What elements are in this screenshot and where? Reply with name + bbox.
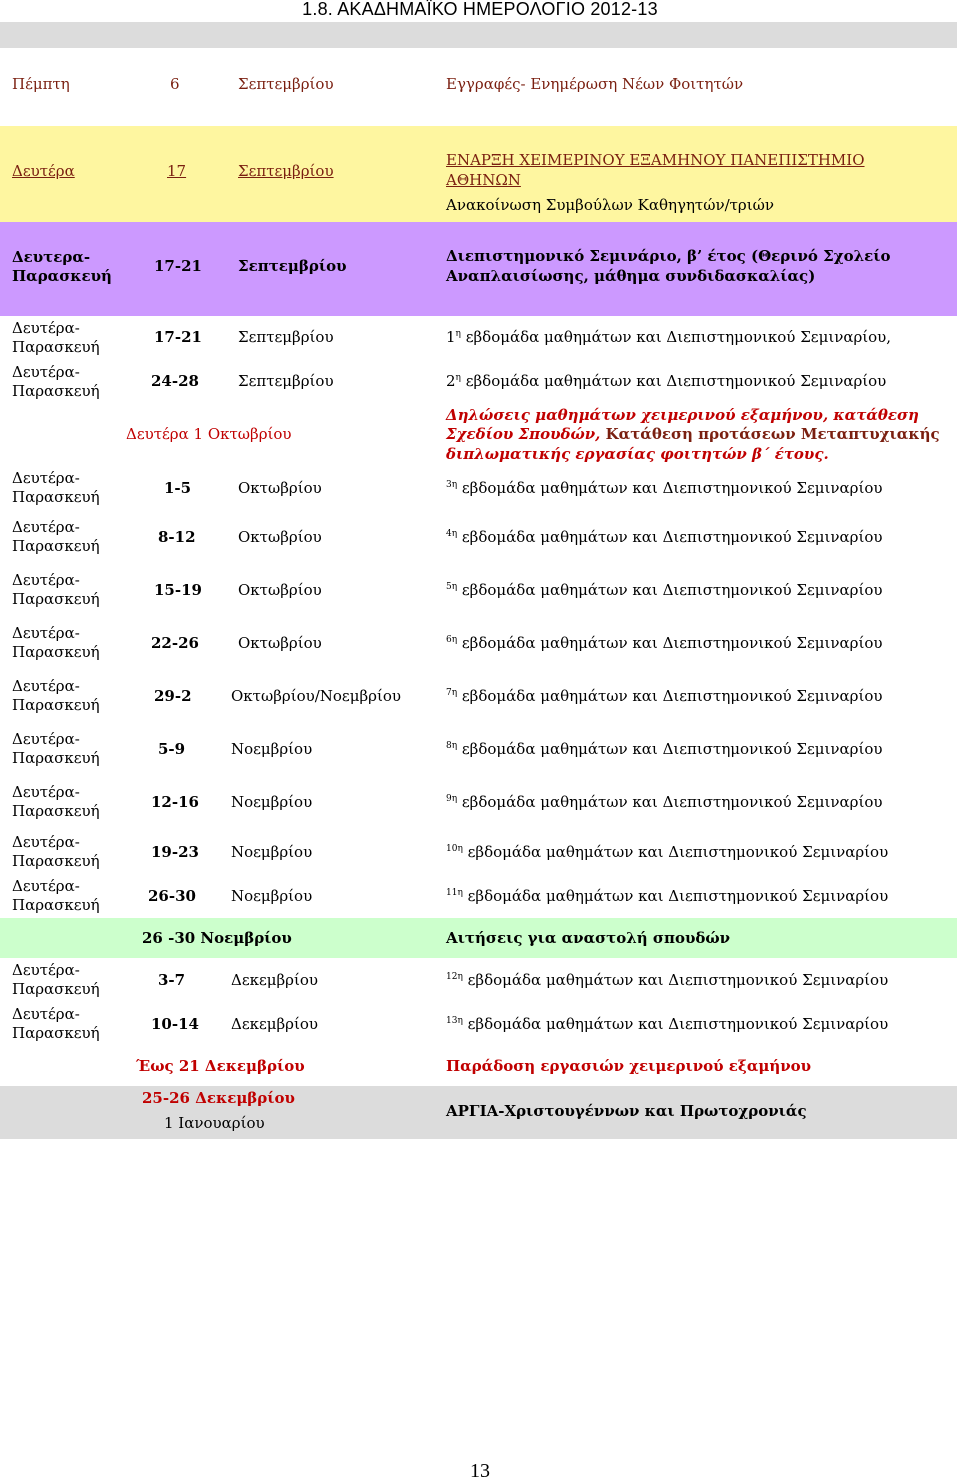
- study-plan-link: Σχεδίου Σπουδών,: [446, 425, 601, 443]
- row-day-line1: Δευτέρα-: [12, 677, 80, 695]
- week-ordinal: 4: [446, 529, 452, 539]
- week-ordinal: 11: [446, 888, 458, 898]
- row-month: Δεκεμβρίου: [231, 1015, 319, 1033]
- week-ordinal: 5: [446, 582, 452, 592]
- row-description: [446, 739, 883, 759]
- row-description: [446, 527, 883, 547]
- ordinal-suffix: η: [457, 1016, 463, 1026]
- week-text: εβδομάδα μαθημάτων και Διεπιστημονικού Σεμιναρίου: [460, 372, 887, 390]
- week-text: εβδομάδα μαθημάτων και Διεπιστημονικού Σεμιναρίου: [457, 528, 883, 546]
- row-day-line1: Δευτέρα-: [12, 833, 80, 851]
- row-day: Πέμπτη: [12, 75, 70, 93]
- row-day-line2: Παρασκευή: [12, 338, 100, 356]
- row-month: Σεπτεμβρίου: [238, 162, 334, 180]
- row-day-line2: Παρασκευή: [12, 643, 100, 661]
- row-day-line2: Παρασκευή: [12, 896, 100, 914]
- week-text: εβδομάδα μαθημάτων και Διεπιστημονικού Σεμιναρίου: [457, 479, 883, 497]
- row-day-line1: Δευτέρα-: [12, 1005, 80, 1023]
- week-ordinal: 12: [446, 972, 458, 982]
- row-description: [446, 580, 883, 600]
- row-day-line2: Παρασκευή: [12, 537, 100, 555]
- row-month: Σεπτεμβρίου: [238, 372, 334, 390]
- row-date-line1: 25-26 Δεκεμβρίου: [142, 1089, 295, 1107]
- row-month: Σεπτεμβρίου: [238, 75, 334, 93]
- row-day-line1: Δευτέρα-: [12, 783, 80, 801]
- row-description: [446, 970, 888, 990]
- row-day-line1: Δευτέρα-: [12, 363, 80, 381]
- row-day-line2: Παρασκευή: [12, 382, 100, 400]
- week-ordinal: 10: [446, 844, 458, 854]
- ordinal-suffix: η: [451, 480, 458, 490]
- row-date: 26 -30 Νοεμβρίου: [142, 929, 292, 947]
- row-description-line3: Ανακοίνωση Συμβούλων Καθηγητών/τριών: [446, 196, 774, 214]
- ordinal-suffix: η: [451, 529, 458, 539]
- row-day-line1: Δευτέρα-: [12, 877, 80, 895]
- ordinal-suffix: η: [451, 741, 458, 751]
- week-text: εβδομάδα μαθημάτων και Διεπιστημονικού Σεμιναρίου: [462, 887, 889, 905]
- row-description: [446, 633, 883, 653]
- row-month: Νοεμβρίου: [231, 793, 313, 811]
- week-text: εβδομάδα μαθημάτων και Διεπιστημονικού Σεμιναρίου: [457, 634, 883, 652]
- row-date: 24-28: [151, 372, 199, 390]
- row-day: Δευτέρα: [12, 162, 75, 180]
- row-day-line2: Παρασκευή: [12, 852, 100, 870]
- week-text: εβδομάδα μαθημάτων και Διεπιστημονικού Σεμιναρίου: [462, 1015, 889, 1033]
- row-month: Νοεμβρίου: [231, 843, 313, 861]
- row-date: 22-26: [151, 634, 199, 652]
- week-ordinal: 9: [446, 794, 452, 804]
- row-day-line1: Δευτέρα-: [12, 469, 80, 487]
- week-ordinal: 6: [446, 635, 452, 645]
- week-text: εβδομάδα μαθημάτων και Διεπιστημονικού Σεμιναρίου: [457, 793, 883, 811]
- row-month: Οκτωβρίου: [238, 479, 322, 497]
- week-text: εβδομάδα μαθημάτων και Διεπιστημονικού Σεμιναρίου: [462, 971, 889, 989]
- row-description: [446, 1014, 888, 1034]
- row-day-line2: Παρασκευή: [12, 590, 100, 608]
- row-month: Οκτωβρίου: [238, 528, 322, 546]
- row-day-line2: Παρασκευή: [12, 749, 100, 767]
- row-month: Νοεμβρίου: [231, 740, 313, 758]
- page-number: 13: [470, 1460, 490, 1482]
- week-text: εβδομάδα μαθημάτων και Διεπιστημονικού Σεμιναρίου: [457, 581, 883, 599]
- week-ordinal: 1: [446, 328, 456, 346]
- week-text: εβδομάδα μαθημάτων και Διεπιστημονικού Σεμιναρίου,: [460, 328, 892, 346]
- row-description: [446, 842, 888, 862]
- row-date: 29-2: [154, 687, 192, 705]
- row-description: [446, 792, 883, 812]
- row-description: [446, 327, 891, 347]
- row-date: 3-7: [158, 971, 186, 989]
- row-date: 6: [170, 75, 180, 93]
- ordinal-suffix: η: [455, 373, 461, 383]
- row-description-line1: ΕΝΑΡΞΗ ΧΕΙΜΕΡΙΝΟΥ ΕΞΑΜΗΝΟΥ ΠΑΝΕΠΙΣΤΗΜΙΟ: [446, 151, 865, 169]
- row-day-line1: Δευτέρα-: [12, 624, 80, 642]
- ordinal-suffix: η: [455, 329, 461, 339]
- row-day-line1: Δευτέρα-: [12, 319, 80, 337]
- row-day-line2: Παρασκευή: [12, 488, 100, 506]
- row-date: 5-9: [158, 740, 186, 758]
- ordinal-suffix: η: [451, 582, 458, 592]
- row-date: 17-21: [154, 328, 202, 346]
- row-description: Εγγραφές- Ενημέρωση Νέων Φοιτητών: [446, 75, 744, 93]
- row-date: 17: [167, 162, 187, 180]
- row-description: [446, 886, 888, 906]
- row-description: Παράδοση εργασιών χειμερινού εξαμήνου: [446, 1057, 812, 1075]
- row-day-line1: Δευτέρα-: [12, 571, 80, 589]
- row-day-line2: Παρασκευή: [12, 696, 100, 714]
- row-description-line2: [446, 424, 940, 444]
- row-description-line2: Αναπλαισίωσης, μάθημα συνδιδασκαλίας): [446, 267, 816, 285]
- row-day-line1: Δευτέρα-: [12, 518, 80, 536]
- row-date: 10-14: [151, 1015, 199, 1033]
- row-description-line1: Διεπιστημονικό Σεμινάριο, β’ έτος (Θερινό Σχολείο: [446, 247, 891, 265]
- week-ordinal: 8: [446, 741, 452, 751]
- row-month: Σεπτεμβρίου: [238, 328, 334, 346]
- row-description-line2: ΑΘΗΝΩΝ: [446, 171, 521, 189]
- row-month: Οκτωβρίου: [238, 581, 322, 599]
- row-day-line2: Παρασκευή: [12, 980, 100, 998]
- row-description: [446, 478, 883, 498]
- grey-band: [0, 22, 957, 48]
- row-date: 15-19: [154, 581, 202, 599]
- week-text: εβδομάδα μαθημάτων και Διεπιστημονικού Σεμιναρίου: [462, 843, 889, 861]
- row-date: 8-12: [158, 528, 196, 546]
- row-description: [446, 371, 886, 391]
- ordinal-suffix: η: [457, 844, 463, 854]
- row-day-line1: Δευτερα-: [12, 248, 91, 266]
- row-description-line1: Δηλώσεις μαθημάτων χειμερινού εξαμήνου, κατάθεση: [446, 406, 919, 424]
- row-date: 19-23: [151, 843, 199, 861]
- row-date: Δευτέρα 1 Οκτωβρίου: [126, 425, 292, 443]
- week-text: εβδομάδα μαθημάτων και Διεπιστημονικού Σεμιναρίου: [457, 687, 883, 705]
- ordinal-suffix: η: [457, 888, 463, 898]
- week-ordinal: 13: [446, 1016, 458, 1026]
- row-day-line1: Δευτέρα-: [12, 961, 80, 979]
- row-day-line2: Παρασκευή: [12, 267, 112, 285]
- week-text: εβδομάδα μαθημάτων και Διεπιστημονικού Σεμιναρίου: [457, 740, 883, 758]
- row-month: Νοεμβρίου: [231, 887, 313, 905]
- row-description: Αιτήσεις για αναστολή σπουδών: [446, 929, 731, 947]
- row-month: Σεπτεμβρίου: [238, 257, 347, 275]
- week-ordinal: 2: [446, 372, 456, 390]
- row-month: Οκτωβρίου: [238, 634, 322, 652]
- row-date: Έως 21 Δεκεμβρίου: [136, 1057, 305, 1075]
- row-description: ΑΡΓΙΑ-Χριστουγέννων και Πρωτοχρονιάς: [446, 1102, 807, 1120]
- row-month: Δεκεμβρίου: [231, 971, 319, 989]
- thesis-proposal-text: Κατάθεση προτάσεων Μεταπτυχιακής: [600, 425, 940, 443]
- ordinal-suffix: η: [451, 794, 458, 804]
- row-day-line2: Παρασκευή: [12, 802, 100, 820]
- row-month: Οκτωβρίου/Νοεμβρίου: [231, 687, 401, 705]
- ordinal-suffix: η: [457, 972, 463, 982]
- row-day-line1: Δευτέρα-: [12, 730, 80, 748]
- row-description-line3: διπλωματικής εργασίας φοιτητών β΄ έτους.: [446, 445, 829, 463]
- row-date: 12-16: [151, 793, 199, 811]
- row-date: 17-21: [154, 257, 202, 275]
- row-date: 1-5: [164, 479, 192, 497]
- row-description: [446, 686, 883, 706]
- ordinal-suffix: η: [451, 635, 458, 645]
- week-ordinal: 3: [446, 480, 452, 490]
- row-date-line2: 1 Ιανουαρίου: [164, 1114, 265, 1132]
- week-ordinal: 7: [446, 688, 452, 698]
- row-day-line2: Παρασκευή: [12, 1024, 100, 1042]
- row-date: 26-30: [148, 887, 196, 905]
- page-title: 1.8. ΑΚΑΔΗΜΑΪΚΟ ΗΜΕΡΟΛΟΓΙΟ 2012-13: [302, 0, 658, 19]
- ordinal-suffix: η: [451, 688, 458, 698]
